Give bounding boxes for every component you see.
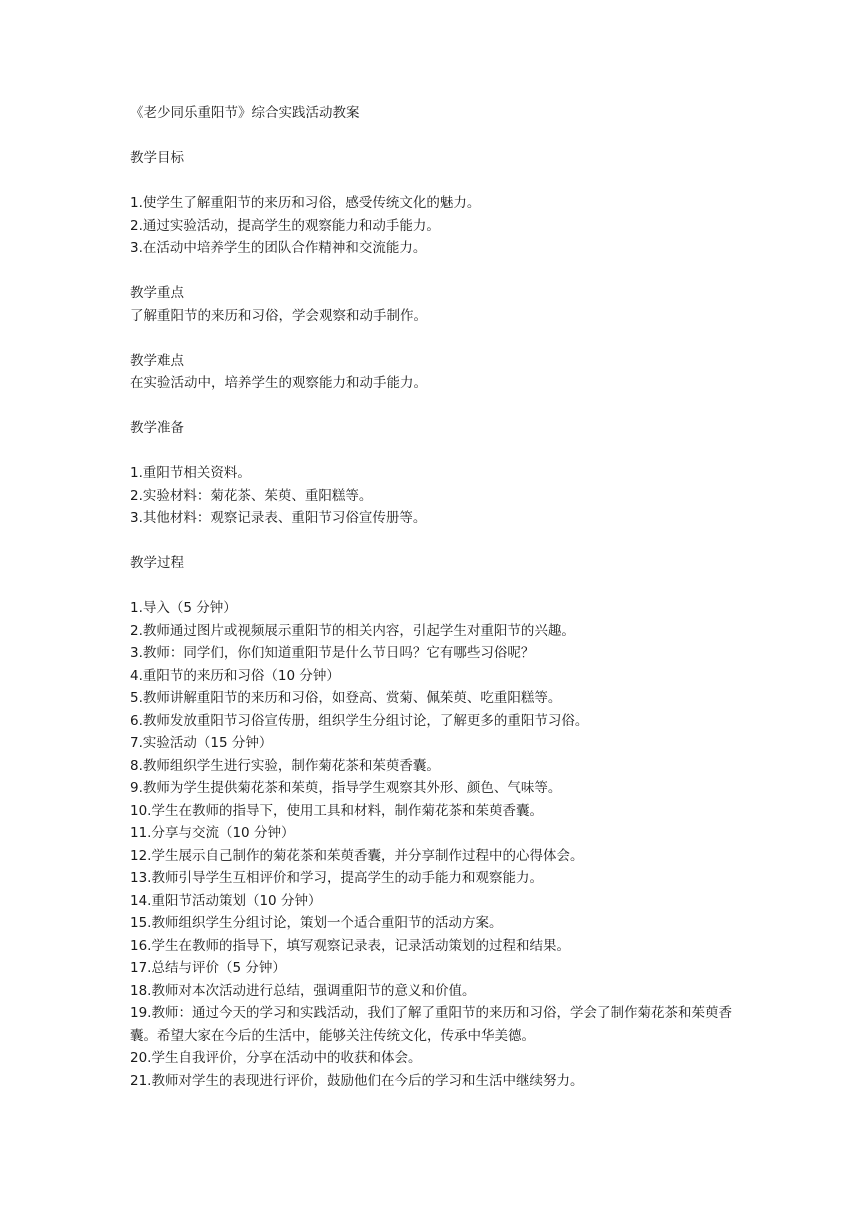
process-step: 11.分享与交流（10 分钟）	[130, 825, 295, 841]
process-step: 2.教师通过图片或视频展示重阳节的相关内容，引起学生对重阳节的兴趣。	[130, 622, 575, 639]
preparation-heading: 教学准备	[130, 420, 184, 436]
process-step: 7.实验活动（15 分钟）	[130, 735, 273, 751]
process-step: 5.教师讲解重阳节的来历和习俗，如登高、赏菊、佩茱萸、吃重阳糕等。	[130, 690, 562, 706]
process-step: 20.学生自我评价，分享在活动中的收获和体会。	[130, 1050, 422, 1066]
process-step: 19.教师：通过今天的学习和实践活动，我们了解了重阳节的来历和习俗，学会了制作菊花茶和茱萸香囊。希望大家在今后的生活中，能够关注传统文化，传承中华美德。	[130, 1005, 732, 1044]
process-step: 14.重阳节活动策划（10 分钟）	[130, 892, 322, 909]
spacer	[130, 575, 740, 598]
process-step: 12.学生展示自己制作的菊花茶和茱萸香囊，并分享制作过程中的心得体会。	[130, 847, 584, 864]
difficulties-heading: 教学难点	[130, 352, 184, 369]
process-step: 13.教师引导学生互相评价和学习，提高学生的动手能力和观察能力。	[130, 870, 543, 886]
process-step: 17.总结与评价（5 分钟）	[130, 960, 286, 976]
objective-item: 2.通过实验活动，提高学生的观察能力和动手能力。	[130, 217, 440, 234]
spacer	[130, 260, 740, 283]
spacer	[130, 395, 740, 418]
spacer	[130, 327, 740, 350]
spacer	[130, 440, 740, 463]
spacer	[130, 170, 740, 193]
spacer	[130, 530, 740, 553]
key-points-text: 了解重阳节的来历和习俗，学会观察和动手制作。	[130, 307, 427, 324]
process-step: 6.教师发放重阳节习俗宣传册，组织学生分组讨论，了解更多的重阳节习俗。	[130, 712, 589, 729]
spacer	[130, 125, 740, 148]
process-step: 8.教师组织学生进行实验，制作菊花茶和茱萸香囊。	[130, 757, 440, 774]
document-title: 《老少同乐重阳节》综合实践活动教案	[130, 105, 360, 121]
process-step: 4.重阳节的来历和习俗（10 分钟）	[130, 667, 340, 684]
key-points-heading: 教学重点	[130, 285, 184, 301]
process-step: 16.学生在教师的指导下，填写观察记录表，记录活动策划的过程和结果。	[130, 937, 570, 954]
process-heading: 教学过程	[130, 555, 184, 571]
process-step: 3.教师：同学们，你们知道重阳节是什么节日吗？它有哪些习俗呢？	[130, 645, 535, 661]
objectives-heading: 教学目标	[130, 150, 184, 166]
process-step: 10.学生在教师的指导下，使用工具和材料，制作菊花茶和茱萸香囊。	[130, 802, 543, 819]
preparation-item: 3.其他材料：观察记录表、重阳节习俗宣传册等。	[130, 510, 427, 526]
preparation-item: 1.重阳节相关资料。	[130, 465, 251, 481]
process-step: 1.导入（5 分钟）	[130, 600, 237, 616]
objective-item: 3.在活动中培养学生的团队合作精神和交流能力。	[130, 240, 427, 256]
process-step: 15.教师组织学生分组讨论，策划一个适合重阳节的活动方案。	[130, 915, 503, 931]
difficulties-text: 在实验活动中，培养学生的观察能力和动手能力。	[130, 375, 427, 391]
process-step: 18.教师对本次活动进行总结，强调重阳节的意义和价值。	[130, 982, 476, 999]
process-step: 21.教师对学生的表现进行评价，鼓励他们在今后的学习和生活中继续努力。	[130, 1072, 584, 1089]
preparation-item: 2.实验材料：菊花茶、茱萸、重阳糕等。	[130, 487, 373, 504]
objective-item: 1.使学生了解重阳节的来历和习俗，感受传统文化的魅力。	[130, 195, 481, 211]
document-page	[130, 102, 740, 1092]
process-step: 9.教师为学生提供菊花茶和茱萸，指导学生观察其外形、颜色、气味等。	[130, 780, 562, 796]
